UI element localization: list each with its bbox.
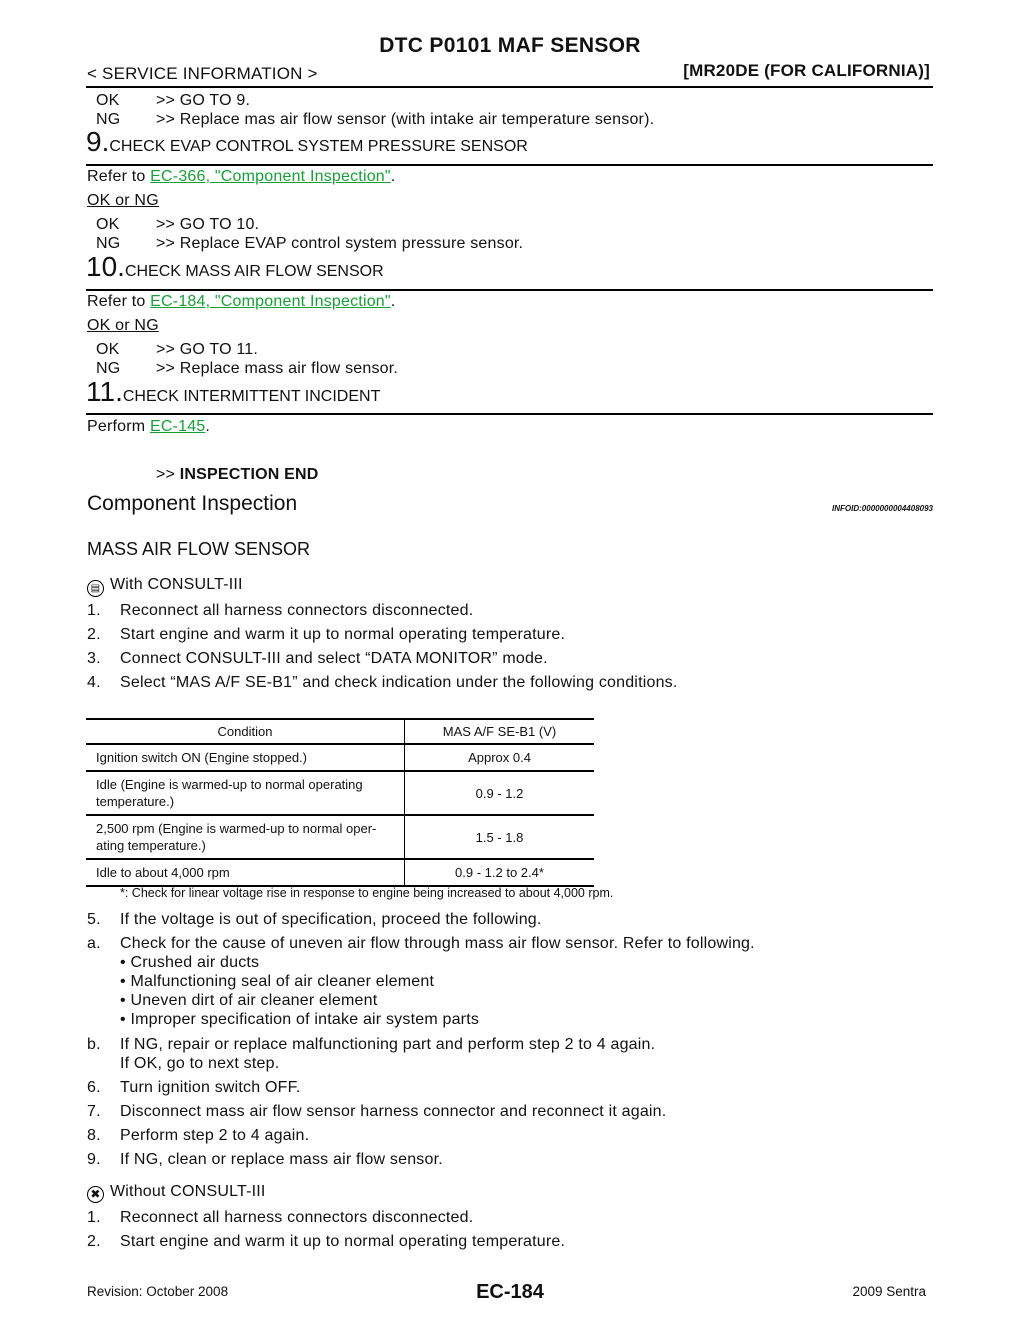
result-key: OK (96, 216, 120, 233)
header-condition: Condition (86, 719, 405, 744)
step-num: 9. (87, 1151, 101, 1168)
step-text: If NG, repair or replace malfunctioning part and perform step 2 to 4 again. (120, 1036, 656, 1053)
inspection-end (156, 465, 319, 484)
spec-table (86, 718, 594, 887)
step-num: 3. (87, 650, 101, 667)
ok-or-ng-label: OK or NG (87, 192, 159, 209)
perform-line (87, 417, 210, 436)
refer-prefix: Refer to (87, 293, 151, 310)
step-text: Start engine and warm it up to normal operating temperature. (120, 1233, 566, 1250)
table-row (86, 815, 594, 859)
step-text: If the voltage is out of specification, proceed the following. (120, 911, 542, 928)
step-title: CHECK EVAP CONTROL SYSTEM PRESSURE SENSOR (109, 138, 528, 155)
step-text: Connect CONSULT-III and select “DATA MONITOR” mode. (120, 650, 548, 667)
step-num: 6. (87, 1079, 101, 1096)
step-num: 1. (87, 1209, 101, 1226)
table-row (86, 771, 594, 815)
header-voltage: MAS A/F SE-B1 (V) (405, 719, 595, 744)
component-inspection-link[interactable]: EC-366, "Component Inspection" (150, 168, 391, 185)
result-text: >> GO TO 10. (156, 216, 260, 233)
step-title: CHECK MASS AIR FLOW SENSOR (124, 263, 384, 280)
bullet-text: Improper specification of intake air system parts (130, 1011, 480, 1028)
bullet-text: Crushed air ducts (130, 954, 260, 971)
refer-prefix: Refer to (87, 168, 151, 185)
step-rule (86, 413, 933, 415)
section-label: < SERVICE INFORMATION > (87, 64, 318, 83)
ok-or-ng-label: OK or NG (87, 317, 159, 334)
bullet-item: • Improper specification of intake air system parts (120, 1011, 480, 1028)
result-key: NG (96, 111, 121, 128)
table-header-row (86, 719, 594, 744)
component-inspection-link[interactable]: EC-184, "Component Inspection" (150, 293, 391, 310)
bullet-item: • Uneven dirt of air cleaner element (120, 992, 378, 1009)
step-text: Disconnect mass air flow sensor harness connector and reconnect it again. (120, 1103, 667, 1120)
consult-icon: ▤ (87, 580, 104, 597)
condition-cell: Idle to about 4,000 rpm (86, 859, 405, 886)
value-cell: 1.5 - 1.8 (405, 815, 595, 859)
end-arrow: >> (156, 466, 180, 483)
engine-label: [MR20DE (FOR CALIFORNIA)] (683, 61, 930, 80)
condition-cell: Ignition switch ON (Engine stopped.) (86, 744, 405, 771)
component-inspection-heading: Component Inspection (87, 492, 298, 515)
result-key: OK (96, 341, 120, 358)
table-row (86, 744, 594, 771)
value-cell: Approx 0.4 (405, 744, 595, 771)
step-text: Perform step 2 to 4 again. (120, 1127, 310, 1144)
mass-air-flow-sensor-heading: MASS AIR FLOW SENSOR (87, 539, 311, 559)
step-text: Select “MAS A/F SE-B1” and check indication under the following conditions. (120, 674, 678, 691)
bullet-item: • Malfunctioning seal of air cleaner element (120, 973, 435, 990)
step-num: 4. (87, 674, 101, 691)
info-id: INFOID:0000000004408093 (832, 504, 933, 513)
result-text: >> Replace mass air flow sensor. (156, 360, 399, 377)
step-text: Turn ignition switch OFF. (120, 1079, 301, 1096)
step-num: 2. (87, 1233, 101, 1250)
revision-date: Revision: October 2008 (87, 1284, 229, 1299)
table-footnote: *: Check for linear voltage rise in response to engine being increased to about 4,000 rpm. (120, 886, 614, 900)
bullet-text: Malfunctioning seal of air cleaner element (130, 973, 435, 990)
with-consult-line (87, 575, 243, 597)
step-text: Start engine and warm it up to normal operating temperature. (120, 626, 566, 643)
step-number: 11. (86, 376, 123, 407)
without-consult-line (87, 1182, 266, 1203)
no-consult-icon: ✖ (87, 1186, 104, 1203)
condition-cell: Idle (Engine is warmed-up to normal operating temperature.) (86, 771, 405, 815)
value-cell: 0.9 - 1.2 (405, 771, 595, 815)
result-text: >> Replace mas air flow sensor (with intake air temperature sensor). (156, 111, 655, 128)
step-number: 10. (86, 251, 125, 282)
step-num: 1. (87, 602, 101, 619)
page-title: DTC P0101 MAF SENSOR (379, 34, 641, 57)
bullet-text: Uneven dirt of air cleaner element (130, 992, 378, 1009)
result-key: OK (96, 92, 120, 109)
page-number: EC-184 (476, 1281, 544, 1303)
refer-line (87, 167, 395, 186)
with-consult-label: With CONSULT-III (110, 576, 243, 593)
step-number: 9. (86, 126, 110, 157)
step-num: 8. (87, 1127, 101, 1144)
result-text: >> GO TO 11. (156, 341, 259, 358)
step-rule (86, 289, 933, 291)
step-text: If NG, clean or replace mass air flow sensor. (120, 1151, 443, 1168)
step-9-heading (86, 127, 528, 157)
result-key: NG (96, 360, 121, 377)
step-text: Reconnect all harness connectors disconnected. (120, 602, 474, 619)
table-row (86, 859, 594, 886)
step-num: b. (87, 1036, 101, 1053)
step-rule (86, 164, 933, 166)
bullet-item: • Crushed air ducts (120, 954, 260, 971)
value-cell: 0.9 - 1.2 to 2.4* (405, 859, 595, 886)
step-11-heading (86, 377, 380, 407)
end-label: INSPECTION END (179, 466, 319, 483)
step-num: 7. (87, 1103, 101, 1120)
step-10-heading (86, 252, 384, 282)
step-num: a. (87, 935, 101, 952)
perform-suffix: . (205, 418, 211, 435)
vehicle-model: 2009 Sentra (852, 1284, 926, 1299)
perform-prefix: Perform (87, 418, 150, 435)
condition-cell: 2,500 rpm (Engine is warmed-up to normal oper-ating temperature.) (86, 815, 405, 859)
step-num: 2. (87, 626, 101, 643)
result-key: NG (96, 235, 121, 252)
ec-145-link[interactable]: EC-145 (149, 418, 206, 435)
step-title: CHECK INTERMITTENT INCIDENT (122, 388, 381, 405)
without-consult-label: Without CONSULT-III (110, 1183, 266, 1200)
result-text: >> GO TO 9. (156, 92, 251, 109)
step-text: Reconnect all harness connectors disconnected. (120, 1209, 474, 1226)
step-num: 5. (87, 911, 101, 928)
header-rule (86, 86, 933, 88)
result-text: >> Replace EVAP control system pressure sensor. (156, 235, 524, 252)
refer-suffix: . (390, 293, 396, 310)
step-text: If OK, go to next step. (120, 1055, 280, 1072)
refer-line (87, 292, 395, 311)
step-text: Check for the cause of uneven air flow through mass air flow sensor. Refer to following. (120, 935, 755, 952)
refer-suffix: . (390, 168, 396, 185)
